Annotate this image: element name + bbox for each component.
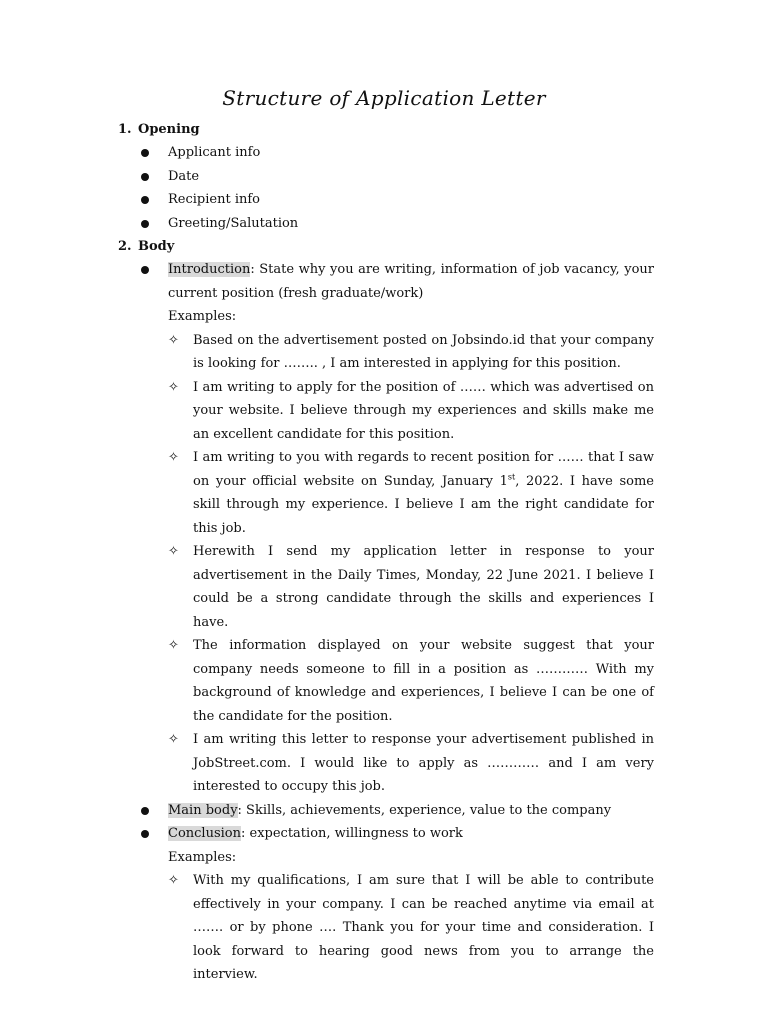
list-item xyxy=(118,141,654,165)
star-icon: ✧ xyxy=(168,379,179,395)
document-content xyxy=(118,118,654,987)
section-number: 1. xyxy=(118,122,132,137)
section-number: 2. xyxy=(118,239,132,254)
section-title: Opening xyxy=(138,122,200,137)
conclusion-examples xyxy=(168,869,654,987)
example-text: I am writing to you with regards to recent position for …… that I saw on your official website on Sunday, January 1st, 2022. I have some skill through my experience. I believe I am the right candidate for this job. xyxy=(193,450,654,536)
introduction-label: Introduction xyxy=(168,262,251,277)
list-item-text: Date xyxy=(168,168,200,184)
example-item xyxy=(168,869,654,987)
list-item xyxy=(118,165,654,189)
star-icon: ✧ xyxy=(168,450,179,465)
example-text: The information displayed on your website suggest that your company needs someone to fill in a position as ………… With my background of knowledge and experiences, I believe I can be one of the candidate for the position. xyxy=(193,638,654,724)
list-item-text: Greeting/Salutation xyxy=(168,215,299,231)
main-body-description: : Skills, achievements, experience, value to the company xyxy=(237,802,612,818)
bullet-icon xyxy=(141,220,149,228)
example-item xyxy=(168,728,654,799)
opening-list xyxy=(118,141,654,235)
example-text: With my qualifications, I am sure that I will be able to contribute effectively in your company. I can be reached anytime via email at ……. or by phone …. Thank you for your time and consideration. I look forward to hearing good news from you to arrange the interview. xyxy=(193,873,654,982)
star-icon: ✧ xyxy=(168,544,179,559)
section-opening-heading xyxy=(118,118,654,141)
example-item xyxy=(168,446,654,540)
star-icon: ✧ xyxy=(168,732,179,747)
list-item xyxy=(118,212,654,236)
main-body-item xyxy=(118,799,654,823)
list-item xyxy=(118,188,654,212)
bullet-icon xyxy=(141,196,149,204)
introduction-examples xyxy=(168,329,654,799)
introduction-text xyxy=(168,258,654,305)
bullet-icon xyxy=(141,149,149,157)
bullet-icon xyxy=(141,830,149,838)
page-title: Structure of Application Letter xyxy=(222,86,546,110)
section-body-heading xyxy=(118,235,654,258)
example-item xyxy=(168,329,654,376)
introduction-description: : State why you are writing, information of job vacancy, your current position (fresh graduate/work) xyxy=(168,262,654,301)
example-item xyxy=(168,376,654,447)
list-item-text: Recipient info xyxy=(168,192,260,207)
bullet-icon xyxy=(141,266,149,274)
example-text: I am writing this letter to response your advertisement published in JobStreet.com. I would like to apply as ………… and I am very interested to occupy this job. xyxy=(193,732,654,794)
conclusion-label: Conclusion xyxy=(168,826,241,841)
examples-label: Examples: xyxy=(168,309,237,324)
bullet-icon xyxy=(141,173,149,181)
list-item-text: Applicant info xyxy=(168,145,261,160)
example-item xyxy=(168,634,654,728)
example-text: Herewith I send my application letter in response to your advertisement in the Daily Times, Monday, 22 June 2021. I believe I could be a strong candidate through the skills and experiences I have. xyxy=(193,544,654,630)
example-item xyxy=(168,540,654,634)
introduction-item xyxy=(118,258,654,799)
bullet-icon xyxy=(141,807,149,815)
conclusion-item xyxy=(118,822,654,987)
conclusion-description: : expectation, willingness to work xyxy=(241,826,463,841)
body-list xyxy=(118,258,654,987)
section-title: Body xyxy=(138,239,175,254)
examples-label: Examples: xyxy=(168,849,237,865)
main-body-label: Main body xyxy=(168,802,238,818)
example-text: Based on the advertisement posted on Jobsindo.id that your company is looking for …….. , I am interested in applying for this position. xyxy=(193,332,654,371)
example-text: I am writing to apply for the position of …… which was advertised on your website. I believe through my experiences and skills make me an excellent candidate for this position. xyxy=(193,379,654,442)
star-icon: ✧ xyxy=(168,873,179,888)
star-icon: ✧ xyxy=(168,638,179,653)
star-icon: ✧ xyxy=(168,332,179,348)
